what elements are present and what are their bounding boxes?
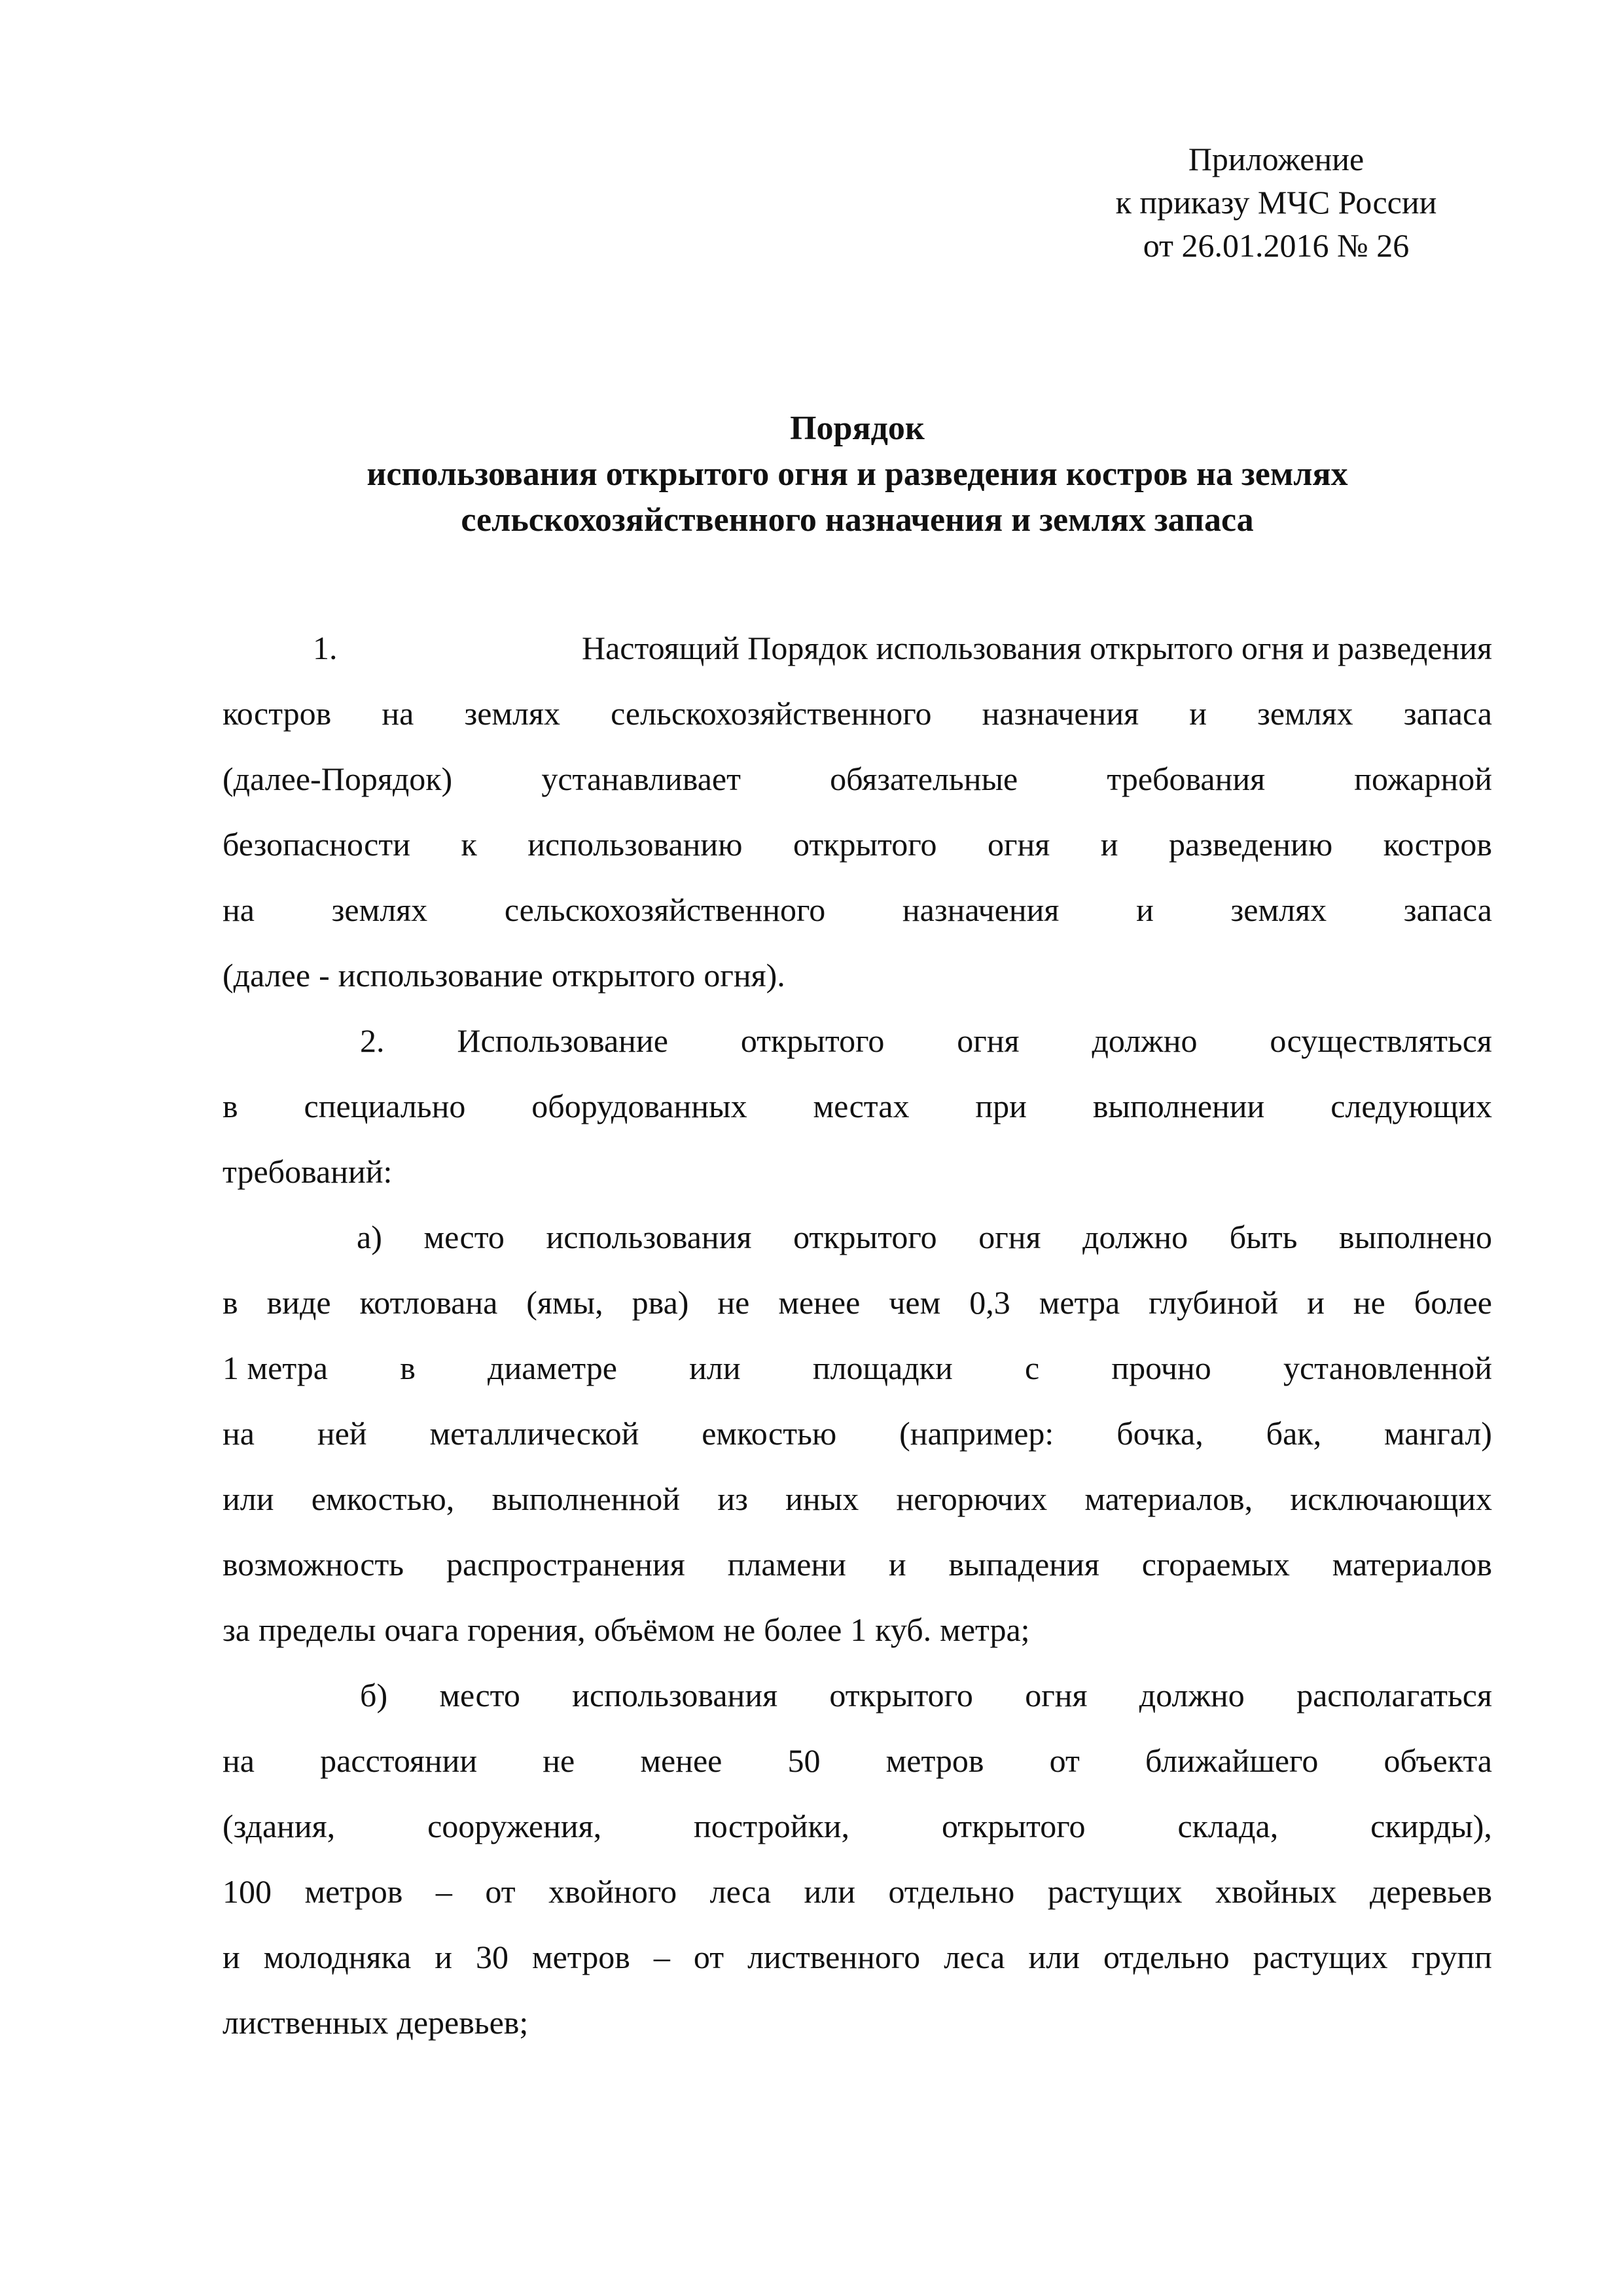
- text-line: [223, 1139, 1492, 1204]
- text-line: [223, 1466, 1492, 1532]
- word: использования: [572, 1677, 778, 1713]
- text-line: [223, 942, 1492, 1008]
- word: не: [717, 1284, 750, 1321]
- word: метров: [531, 1939, 630, 1975]
- word: отдельно: [888, 1873, 1015, 1910]
- word: за: [223, 1611, 250, 1648]
- text-line: [223, 1793, 1492, 1859]
- word: использованию: [527, 826, 743, 863]
- word: б): [360, 1677, 388, 1713]
- word: костров: [1383, 826, 1492, 863]
- word: к: [461, 826, 477, 863]
- text-line: [223, 812, 1492, 877]
- word: сооружения,: [427, 1808, 602, 1844]
- word: не: [1353, 1284, 1385, 1321]
- word: метров: [304, 1873, 403, 1910]
- word: более: [1414, 1284, 1492, 1321]
- word: сельскохозяйственного: [611, 695, 932, 732]
- text-line: [223, 1859, 1492, 1924]
- word: огня: [957, 1022, 1020, 1059]
- word: открытого: [829, 1677, 973, 1713]
- word: от: [485, 1873, 516, 1910]
- word: площадки: [812, 1350, 953, 1386]
- word: осуществляться: [1270, 1022, 1492, 1059]
- word: бак,: [1266, 1415, 1322, 1452]
- word: место: [423, 1219, 505, 1255]
- word: 1: [850, 1611, 867, 1648]
- paragraph-2: [223, 1008, 1492, 1204]
- word: молодняка: [263, 1939, 412, 1975]
- text-line: [223, 615, 1492, 681]
- appendix-order-date-number: от 26.01.2016 № 26: [1143, 227, 1410, 264]
- word: и: [1307, 1284, 1325, 1321]
- text-line: [223, 1270, 1492, 1335]
- word: пожарной: [1354, 761, 1492, 797]
- word: 100: [223, 1873, 272, 1910]
- word: с: [1024, 1350, 1040, 1386]
- word: запаса: [1403, 695, 1492, 732]
- word: куб.: [875, 1611, 932, 1648]
- word: хвойного: [548, 1873, 677, 1910]
- word: от: [1049, 1742, 1080, 1779]
- word: лиственного: [747, 1939, 921, 1975]
- word: или: [1028, 1939, 1080, 1975]
- word: горения,: [467, 1611, 586, 1648]
- word: распространения: [446, 1546, 685, 1583]
- word: (например:: [899, 1415, 1054, 1452]
- title-subline-1: использования открытого огня и разведения костров на землях: [366, 456, 1348, 493]
- text-line: [223, 877, 1492, 942]
- word: отдельно: [1103, 1939, 1230, 1975]
- word: выполнено: [1339, 1219, 1492, 1255]
- word: деревьев: [1369, 1873, 1492, 1910]
- word: быть: [1229, 1219, 1298, 1255]
- word: назначения: [982, 695, 1139, 732]
- word: требования: [1107, 761, 1266, 797]
- word: или: [804, 1873, 856, 1910]
- word: Использование: [457, 1022, 668, 1059]
- word: открытого: [551, 957, 696, 994]
- word: 0,3: [969, 1284, 1010, 1321]
- text-line: [223, 1990, 1492, 2055]
- text-line: [223, 1662, 1492, 1728]
- word: должно: [1139, 1677, 1245, 1713]
- word: использование: [338, 957, 543, 994]
- word: должно: [1082, 1219, 1188, 1255]
- word: огня: [978, 1219, 1041, 1255]
- text-line: [223, 1532, 1492, 1597]
- word: материалов,: [1084, 1480, 1253, 1517]
- word: землях: [464, 695, 560, 732]
- word: растущих: [1253, 1939, 1388, 1975]
- word: и: [1189, 695, 1207, 732]
- word: 1 метра: [223, 1350, 328, 1386]
- word: на: [223, 891, 255, 928]
- word: назначения: [902, 891, 1060, 928]
- word: леса: [944, 1939, 1005, 1975]
- word: 30: [475, 1939, 508, 1975]
- word: не: [723, 1611, 756, 1648]
- word: открытого: [793, 826, 937, 863]
- word: от: [693, 1939, 724, 1975]
- word: костров: [223, 695, 332, 732]
- word: огня: [987, 826, 1050, 863]
- word: бочка,: [1116, 1415, 1204, 1452]
- word: возможность: [223, 1546, 404, 1583]
- word: постройки,: [694, 1808, 849, 1844]
- word: запаса: [1403, 891, 1492, 928]
- word: материалов: [1332, 1546, 1492, 1583]
- word: исключающих: [1290, 1480, 1492, 1517]
- word: или: [689, 1350, 741, 1386]
- word: землях: [1230, 891, 1327, 928]
- word: специально: [304, 1088, 466, 1124]
- word: металлической: [429, 1415, 639, 1452]
- word: оборудованных: [531, 1088, 747, 1124]
- word: лиственных: [223, 2004, 389, 2041]
- word: негорючих: [896, 1480, 1048, 1517]
- word: (далее-Порядок): [223, 761, 453, 797]
- word: выполнении: [1092, 1088, 1265, 1124]
- word: групп: [1411, 1939, 1492, 1975]
- word: пределы: [258, 1611, 376, 1648]
- word: мангал): [1383, 1415, 1492, 1452]
- word: глубиной: [1149, 1284, 1279, 1321]
- word: огня).: [704, 957, 785, 994]
- word: и: [888, 1546, 906, 1583]
- word: не: [543, 1742, 575, 1779]
- word: использования: [546, 1219, 752, 1255]
- word: расстоянии: [320, 1742, 478, 1779]
- word: в: [400, 1350, 416, 1386]
- word: метра: [1039, 1284, 1120, 1321]
- word: выпадения: [948, 1546, 1099, 1583]
- title-heading: Порядок: [790, 410, 925, 447]
- word: на: [382, 695, 414, 732]
- word: устанавливает: [541, 761, 741, 797]
- word: сгораемых: [1141, 1546, 1290, 1583]
- text-line: [223, 681, 1492, 746]
- paragraph-1: [223, 615, 1492, 1008]
- word: установленной: [1283, 1350, 1492, 1386]
- word: (здания,: [223, 1808, 336, 1844]
- word: очага: [384, 1611, 459, 1648]
- word: 50: [787, 1742, 821, 1779]
- text-line: [223, 1335, 1492, 1401]
- appendix-order-reference: к приказу МЧС России: [1115, 184, 1437, 221]
- word: чем: [889, 1284, 941, 1321]
- word: открытого: [740, 1022, 885, 1059]
- word: и: [1136, 891, 1154, 928]
- text-line: [223, 1204, 1492, 1270]
- word: требований:: [223, 1153, 393, 1190]
- word: открытого: [793, 1219, 937, 1255]
- paragraph-2b: [223, 1662, 1492, 2055]
- word: скирды),: [1370, 1808, 1492, 1844]
- word: -: [319, 957, 330, 994]
- word: землях: [331, 891, 428, 928]
- word: и: [223, 1939, 240, 1975]
- word: растущих: [1047, 1873, 1183, 1910]
- word: (ямы,: [526, 1284, 603, 1321]
- word: огня: [1025, 1677, 1088, 1713]
- word: место: [439, 1677, 520, 1713]
- word: виде: [266, 1284, 331, 1321]
- word: безопасности: [223, 826, 410, 863]
- word: из: [717, 1480, 748, 1517]
- word: склада,: [1177, 1808, 1279, 1844]
- word: –: [653, 1939, 670, 1975]
- word: объёмом: [594, 1611, 715, 1648]
- word: иных: [785, 1480, 859, 1517]
- word: емкостью,: [311, 1480, 455, 1517]
- word: сельскохозяйственного: [504, 891, 826, 928]
- text-line: [223, 1924, 1492, 1990]
- word: разведению: [1168, 826, 1333, 863]
- word: 1.: [313, 630, 338, 666]
- word: ближайшего: [1145, 1742, 1319, 1779]
- appendix-label: Приложение: [1188, 141, 1364, 177]
- text-line: [223, 1401, 1492, 1466]
- word: диаметре: [488, 1350, 617, 1386]
- text-line: [223, 1728, 1492, 1793]
- word: хвойных: [1215, 1873, 1337, 1910]
- word: 2.: [360, 1022, 385, 1059]
- word: располагаться: [1296, 1677, 1492, 1713]
- word: пламени: [727, 1546, 846, 1583]
- appendix-block: [995, 137, 1558, 267]
- word: менее: [640, 1742, 722, 1779]
- word: в: [223, 1284, 238, 1321]
- word: местах: [813, 1088, 910, 1124]
- word: должно: [1092, 1022, 1198, 1059]
- word: землях: [1257, 695, 1353, 732]
- word: менее: [778, 1284, 861, 1321]
- word: и: [435, 1939, 452, 1975]
- word: следующих: [1330, 1088, 1492, 1124]
- word: объекта: [1383, 1742, 1492, 1779]
- title-subline-2: сельскохозяйственного назначения и землях запаса: [461, 501, 1254, 539]
- word: рва): [632, 1284, 689, 1321]
- word: леса: [709, 1873, 772, 1910]
- word: открытого: [941, 1808, 1086, 1844]
- word: емкостью: [702, 1415, 837, 1452]
- word: на: [223, 1415, 255, 1452]
- word: –: [435, 1873, 452, 1910]
- word: Настоящий Порядок использования открытого огня и разведения: [582, 630, 1492, 666]
- word: прочно: [1111, 1350, 1211, 1386]
- text-line: [223, 1597, 1492, 1662]
- text-line: [223, 746, 1492, 812]
- word: (далее: [223, 957, 311, 994]
- word: более: [764, 1611, 842, 1648]
- word: при: [975, 1088, 1027, 1124]
- word: котлована: [359, 1284, 498, 1321]
- word: метров: [885, 1742, 984, 1779]
- document-title: [223, 406, 1492, 543]
- word: на: [223, 1742, 255, 1779]
- word: выполненной: [491, 1480, 681, 1517]
- word: ней: [317, 1415, 367, 1452]
- word: обязательные: [830, 761, 1018, 797]
- paragraph-2a: [223, 1204, 1492, 1662]
- word: в: [223, 1088, 238, 1124]
- text-line: [223, 1073, 1492, 1139]
- word: деревьев;: [397, 2004, 529, 2041]
- text-line: [223, 1008, 1492, 1073]
- word: а): [357, 1219, 382, 1255]
- word: метра;: [940, 1611, 1030, 1648]
- word: и: [1100, 826, 1118, 863]
- word: или: [223, 1480, 274, 1517]
